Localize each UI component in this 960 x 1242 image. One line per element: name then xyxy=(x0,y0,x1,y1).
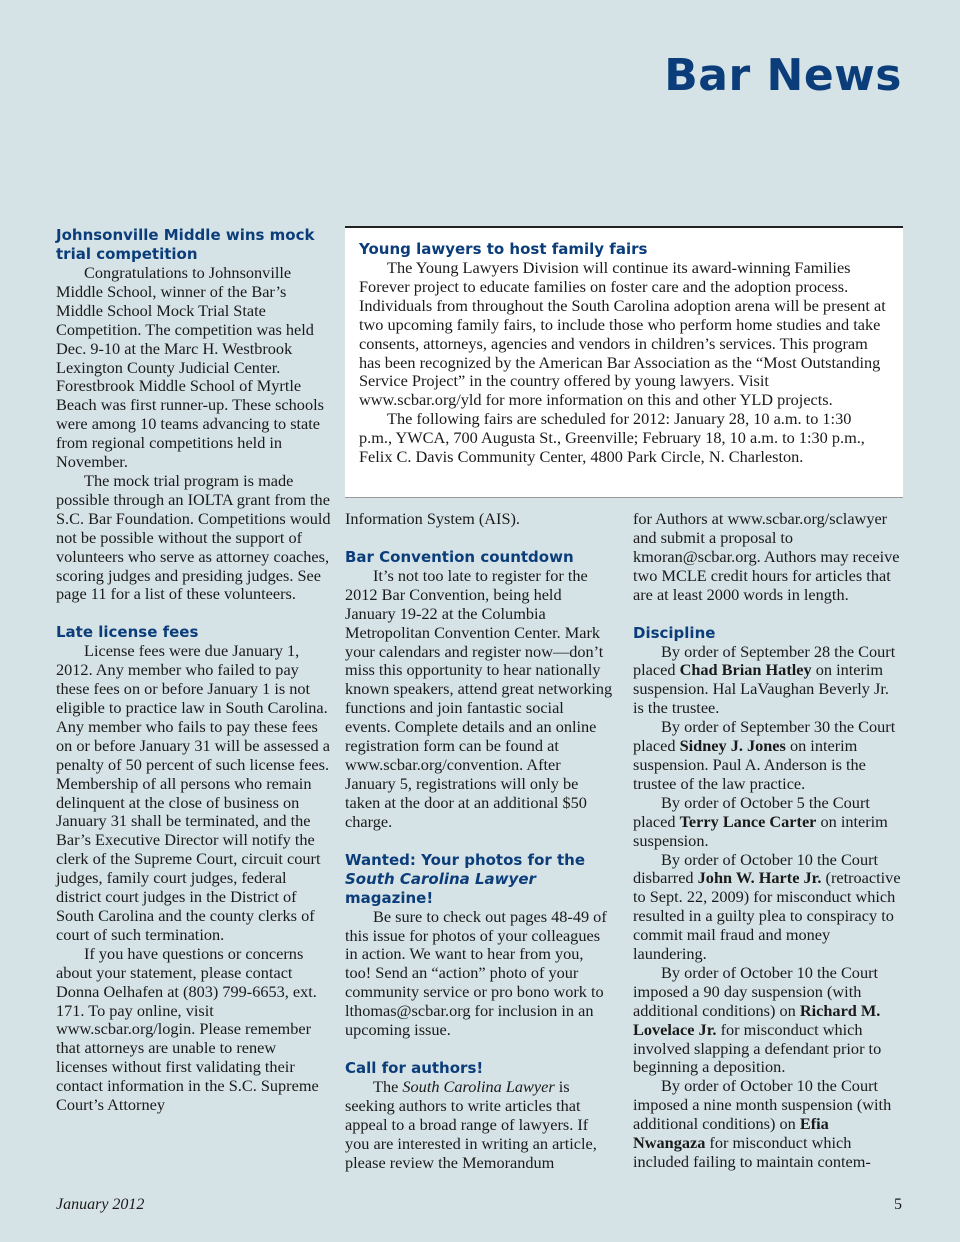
family-fairs-paragraph-2: The following fairs are scheduled for 2012: January 28, 10 a.m. to 1:30 p.m., YWCA, 700 Augusta St., Greenville; February 18, 10 a.m. to 1:30 p.m., Felix C. Davis Community Center, 4800 Park Circle, N. Charleston. xyxy=(359,409,865,467)
mock-trial-paragraph-2: The mock trial program is made possible through an IOLTA grant from the S.C. Bar Foundation. Competitions would not be possible without the support of volunteers who serve as attorney coaches, scoring judges and presiding judges. See page 11 for a list of these volunteers. xyxy=(56,470,331,604)
page-number: 5 xyxy=(894,1196,902,1213)
family-fairs-box xyxy=(345,226,903,498)
discipline-item: By order of September 28 the Court placed Chad Brian Hatley on interim suspension. Hal LaVaughan Beverly Jr. is the trustee. xyxy=(633,641,896,718)
convention-paragraph: It’s not too late to register for the 2012 Bar Convention, being held January 19-22 at the Columbia Metropolitan Convention Center. Mark your calendars and register now—don’t miss this opportunity to hear nationally known speakers, attend great networking functions and join fantastic social events. Complete details and an online registration form can be found at www.scbar.org/convention. After January 5, registrations will only be taken at the door at an additional $50 charge. xyxy=(345,565,613,831)
column-1 xyxy=(56,226,331,1115)
authors-heading: Call for authors! xyxy=(345,1058,484,1077)
column-3 xyxy=(633,510,903,1172)
authors-continuation: for Authors at www.scbar.org/sclawyer and submit a proposal to kmoran@scbar.org. Authors may receive two MCLE credit hours for articles that are at least 2000 words in length. xyxy=(633,509,900,604)
late-fees-heading: Late license fees xyxy=(56,623,199,642)
convention-heading: Bar Convention countdown xyxy=(345,547,574,566)
discipline-item: By order of October 10 the Court disbarred John W. Harte Jr. (retroactive to Sept. 22, 2009) for misconduct which resulted in a guilty plea to conspiracy to commit mail fraud and money laundering. xyxy=(633,849,901,964)
masthead-title: Bar News xyxy=(664,50,902,101)
discipline-item: By order of October 10 the Court imposed a nine month suspension (with additional conditions) on Efia Nwangaza for misconduct which included failing to maintain contem- xyxy=(633,1076,892,1171)
family-fairs-heading: Young lawyers to host family fairs xyxy=(359,240,648,258)
discipline-item: By order of September 30 the Court placed Sidney J. Jones on interim suspension. Paul A. Anderson is the trustee of the law practice. xyxy=(633,717,896,793)
late-fees-paragraph-2: If you have questions or concerns about your statement, please contact Donna Oelhafen at (803) 799-6653, ext. 171. To pay online, visit www.scbar.org/login. Please remember that attorneys are unable to renew licenses without first validating their contact information in the S.C. Supreme Court’s Attorney xyxy=(56,943,319,1115)
authors-paragraph: The South Carolina Lawyer is seeking authors to write articles that appeal to a broad range of lawyers. If you are interested in writing an article, please review the Memorandum xyxy=(345,1076,597,1172)
column-2 xyxy=(345,510,613,1172)
ais-continuation: Information System (AIS). xyxy=(345,509,520,528)
mock-trial-heading: Johnsonville Middle wins mock trial competition xyxy=(56,226,315,263)
late-fees-paragraph-1: License fees were due January 1, 2012. Any member who failed to pay these fees on or before January 1 is not eligible to practice law in South Carolina. Any member who fails to pay these fees on or before January 31 will be assessed a penalty of 50 percent of such license fees. Membership of all persons who remain delinquent at the close of business on January 31 shall be terminated, and the Bar’s Executive Director will notify the clerk of the Supreme Court, circuit court judges, family court judges, federal district court judges in the District of South Carolina and the county clerks of court of such termination. xyxy=(56,641,330,944)
discipline-heading: Discipline xyxy=(633,623,716,642)
discipline-item: By order of October 5 the Court placed Terry Lance Carter on interim suspension. xyxy=(633,792,888,850)
footer-date: January 2012 xyxy=(56,1196,145,1213)
discipline-item: By order of October 10 the Court imposed a 90 day suspension (with additional conditions) on Richard M. Lovelace Jr. for misconduct which involved slapping a defendant prior to beginning a deposition. xyxy=(633,962,882,1077)
mock-trial-paragraph-1: Congratulations to Johnsonville Middle School, winner of the Bar’s Middle School Mock Trial State Competition. The competition was held Dec. 9-10 at the Marc H. Westbrook Lexington County Judicial Center. Forestbrook Middle School of Myrtle Beach was first runner-up. These schools were among 10 teams advancing to state from regional competitions held in November. xyxy=(56,263,324,472)
family-fairs-paragraph-1: The Young Lawyers Division will continue its award-winning Families Forever project to educate families on foster care and the adoption process. Individuals from throughout the South Carolina adoption arena will be present at two upcoming family fairs, to include those who perform home studies and take consents, attorneys, agencies and vendors in children’s services. This program has been recognized by the American Bar Association as the “Most Outstanding Service Project” in the country offered by young lawyers. Visit www.scbar.org/yld for more information on this and other YLD projects. xyxy=(359,258,886,410)
photos-heading: Wanted: Your photos for the South Carolina Lawyer magazine! xyxy=(345,850,586,907)
photos-paragraph: Be sure to check out pages 48-49 of this issue for photos of your colleagues in action. We want to hear from you, too! Send an “action” photo of your community service or pro bono work to lthomas@scbar.org for inclusion in an upcoming issue. xyxy=(345,906,607,1040)
